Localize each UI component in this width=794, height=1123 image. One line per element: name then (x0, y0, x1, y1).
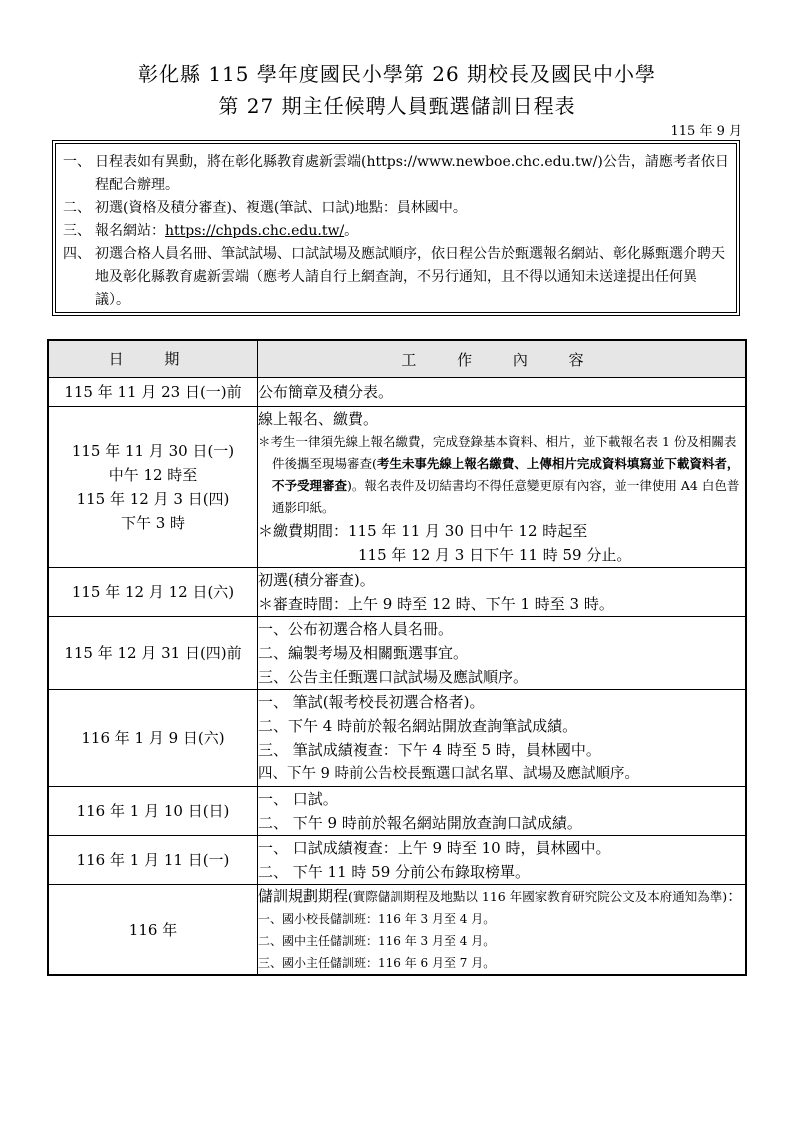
table-row: 116 年 1 月 9 日(六) 一、 筆試(報考校長初選合格者)。 二、下午 4 時前於報名網站開放查詢筆試成績。 三、 筆試成績複查：下午 4 時至 5 時，員林國中。 四、下午 9 時前公告校長甄選口試名單、試場及應試順序。 (48, 690, 746, 787)
notice-item-1: 一、 日程表如有異動，將在彰化縣教育處新雲端(https://www.newboe.chc.edu.tw/)公告，請應考者依日程配合辦理。 (63, 154, 729, 193)
notice-item-4: 四、 初選合格人員名冊、筆試試場、口試試場及應試順序，依日程公告於甄選報名網站、彰化縣甄選介聘天地及彰化縣教育處新雲端（應考人請自行上網查詢，不另行通知，且不得以通知未送達提出任何異議）。 (63, 246, 725, 308)
table-row: 116 年 儲訓規劃期程(實際儲訓期程及地點以 116 年國家教育研究院公文及本府通知為準)： 一、國小校長儲訓班：116 年 3 月至 4 月。 二、國中主任儲訓班：116 年 3 月至 4 月。 三、國小主任儲訓班：116 年 6 月至 7 月。 (48, 885, 746, 976)
notice-item-3: 三、 報名網站：https://chpds.chc.edu.tw/。 (63, 223, 359, 239)
schedule-table (47, 339, 747, 976)
table-row: 116 年 1 月 11 日(一) 一、 口試成績複查：上午 9 時至 10 時，員林國中。 二、 下午 11 時 59 分前公布錄取榜單。 (48, 836, 746, 885)
notice-box (52, 140, 740, 316)
table-header (48, 340, 746, 378)
header-work: 工 作 內 容 (258, 340, 747, 378)
header-date: 日 期 (48, 340, 258, 378)
table-row: 115 年 11 月 23 日(一)前 公布簡章及積分表。 (48, 378, 746, 407)
table-row: 115 年 11 月 30 日(一) 中午 12 時至 115 年 12 月 3 日(四) 下午 3 時 線上報名、繳費。 ＊考生一律須先線上報名繳費，完成登錄基本資料、相片，並下載報名表 1 份及相關表件後攜至現場審查(考生未事先線上報名繳費、上傳相片完成資料填寫並下載資料者，不予受理審查)。報名表件及切結書均不得任意變更原有內容，並一律使用 A4 白色普通影印紙。 ＊繳費期間：115 年 11 月 30 日中午 12 時起至 115 年 12 月 3 日下午 11 時 59 分止。 (48, 407, 746, 568)
title-line-2: 第 27 期主任候聘人員甄選儲訓日程表 (218, 94, 576, 118)
notice-item-2: 二、 初選(資格及積分審查)、複選(筆試、口試)地點：員林國中。 (63, 200, 467, 216)
table-row: 116 年 1 月 10 日(日) 一、 口試。 二、 下午 9 時前於報名網站開放查詢口試成績。 (48, 787, 746, 836)
issue-date: 115 年 9 月 (670, 124, 742, 139)
table-row: 115 年 12 月 31 日(四)前 一、公布初選合格人員名冊。 二、編製考場及相關甄選事宜。 三、公告主任甄選口試試場及應試順序。 (48, 617, 746, 690)
table-row: 115 年 12 月 12 日(六) 初選(積分審查)。 ＊審查時間：上午 9 時至 12 時、下午 1 時至 3 時。 (48, 568, 746, 617)
title-line-1: 彰化縣 115 學年度國民小學第 26 期校長及國民中小學 (137, 62, 657, 86)
registration-link[interactable]: https://chpds.chc.edu.tw/ (165, 223, 345, 239)
